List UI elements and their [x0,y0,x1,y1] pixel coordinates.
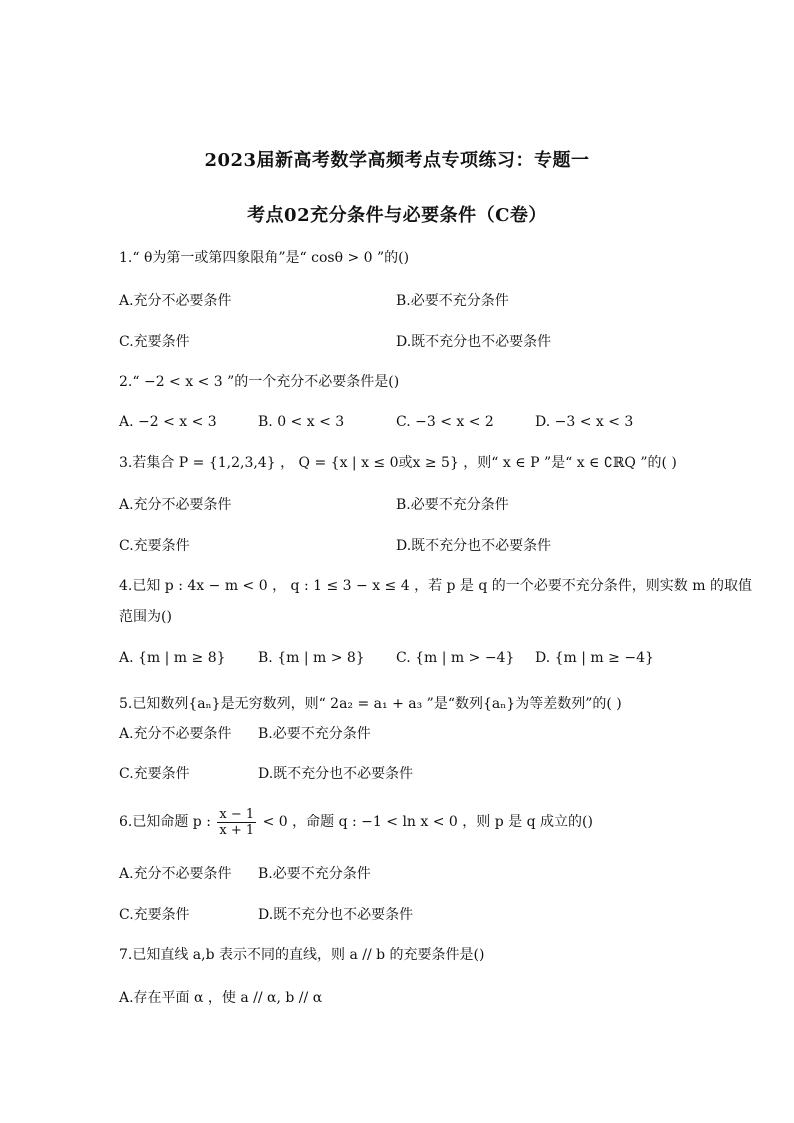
question-4-option-a: A. {m | m ≥ 8} [119,650,226,666]
question-5-stem: 5.已知数列{aₙ}是无穷数列，则“ 2a₂ = a₁ + a₃ ”是“数列{aₙ}为等差数列”的( ) [119,696,622,712]
question-5-option-a: A.充分不必要条件 [119,726,232,742]
question-3-option-d: D.既不充分也不必要条件 [396,538,552,554]
question-3-option-a: A.充分不必要条件 [119,497,232,513]
question-4-stem-line2: 范围为() [119,609,172,625]
page-title-line2: 考点02充分条件与必要条件（C卷） [247,205,547,226]
question-4-option-d: D. {m | m ≥ −4} [535,650,654,666]
question-7-option-a: A.存在平面 α ，使 a // α, b // α [119,990,323,1006]
question-2-option-d: D. −3 < x < 3 [535,414,634,430]
question-3-stem: 3.若集合 P = {1,2,3,4} ， Q = {x | x ≤ 0或x ≥ 5} ，则“ x ∈ P ”是“ x ∈ ∁ℝQ ”的( ) [119,455,677,471]
question-6-stem-prefix: 6.已知命题 p : [119,814,211,830]
question-2-option-c: C. −3 < x < 2 [396,414,494,430]
question-2-stem: 2.“ −2 < x < 3 ”的一个充分不必要条件是() [119,374,400,390]
question-1-option-b: B.必要不充分条件 [396,293,509,309]
question-5-option-b: B.必要不充分条件 [258,726,371,742]
question-2-option-b: B. 0 < x < 3 [258,414,345,430]
question-6-option-b: B.必要不充分条件 [258,866,371,882]
page-title-line1: 2023届新高考数学高频考点专项练习：专题一 [204,150,590,171]
question-1-stem: 1.“ θ为第一或第四象限角”是“ cosθ > 0 ”的() [119,250,410,266]
question-2-option-a: A. −2 < x < 3 [119,414,217,430]
question-1-option-a: A.充分不必要条件 [119,293,232,309]
question-6-fraction-denominator: x + 1 [219,822,255,838]
question-3-option-b: B.必要不充分条件 [396,497,509,513]
question-6-option-a: A.充分不必要条件 [119,866,232,882]
question-4-stem-line1: 4.已知 p : 4x − m < 0 ， q : 1 ≤ 3 − x ≤ 4 ，若 p 是 q 的一个必要不充分条件，则实数 m 的取值 [119,578,752,594]
question-4-option-c: C. {m | m > −4} [396,650,515,666]
question-6-option-c: C.充要条件 [119,907,190,923]
question-1-option-c: C.充要条件 [119,334,190,350]
question-6-option-d: D.既不充分也不必要条件 [258,907,414,923]
question-7-stem: 7.已知直线 a,b 表示不同的直线，则 a // b 的充要条件是() [119,947,485,963]
question-5-option-c: C.充要条件 [119,766,190,782]
question-6-stem [119,803,593,841]
question-6-fraction [217,807,256,838]
question-6-fraction-numerator: x − 1 [219,806,255,822]
question-4-option-b: B. {m | m > 8} [258,650,365,666]
question-1-option-d: D.既不充分也不必要条件 [396,334,552,350]
question-3-option-c: C.充要条件 [119,538,190,554]
question-6-stem-suffix: < 0 ，命题 q : −1 < ln x < 0 ，则 p 是 q 成立的() [262,814,593,830]
question-5-option-d: D.既不充分也不必要条件 [258,766,414,782]
